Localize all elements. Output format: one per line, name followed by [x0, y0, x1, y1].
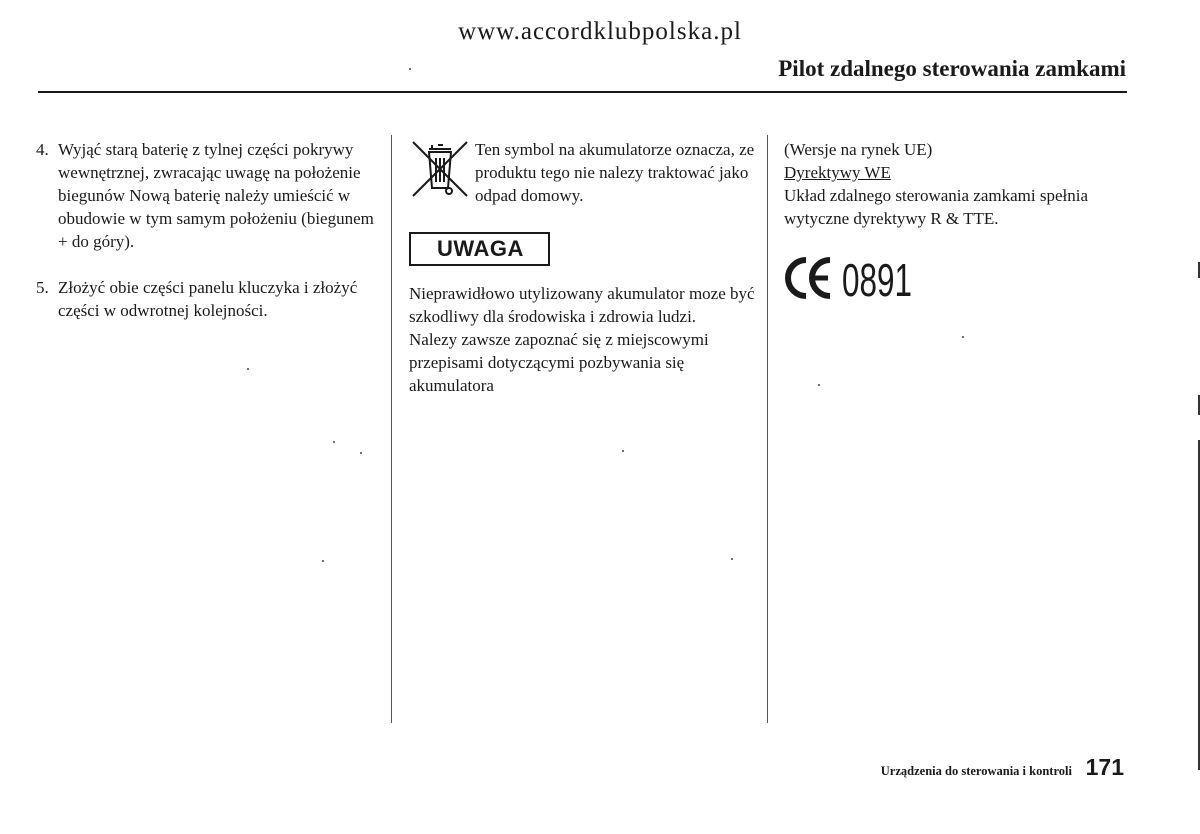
disposal-symbol-text: Ten symbol na akumulatorze oznacza, ze produktu tego nie nalezy traktować jako odpad domowy. [475, 140, 755, 205]
step-number: 4. [36, 140, 49, 159]
footer-section-name: Urządzenia do sterowania i kontroli [880, 764, 1072, 778]
scan-speck [962, 336, 964, 338]
site-url: www.accordklubpolska.pl [458, 18, 742, 45]
header-rule [38, 91, 1127, 93]
disposal-column [409, 138, 759, 397]
scan-speck [818, 384, 820, 386]
market-note: (Wersje na rynek UE) [784, 140, 933, 159]
scan-speck [731, 558, 733, 560]
scan-speck [333, 441, 335, 443]
step-number: 5. [36, 278, 49, 297]
step-item [36, 276, 386, 322]
ce-number: 0891 [842, 254, 912, 306]
directive-heading: Dyrektywy WE [784, 163, 891, 182]
step-text: Wyjąć starą baterię z tylnej części pokrywy wewnętrznej, zwracając uwagę na położenie biegunów Nową baterię należy umieścić w obudowie w tym samym położeniu (biegunem + do góry). [58, 140, 374, 251]
ce-mark-icon [784, 250, 934, 306]
section-title: Pilot zdalnego sterowania zamkami [778, 56, 1126, 81]
scan-speck [322, 560, 324, 562]
column-divider-right [767, 135, 768, 723]
disposal-symbol-row [409, 138, 759, 207]
compliance-column [784, 138, 1134, 312]
column-divider-left [391, 135, 392, 723]
scan-speck [409, 68, 411, 70]
crossed-out-wheelie-bin-icon [409, 138, 471, 200]
step-item [36, 138, 386, 253]
warning-paragraph: Nalezy zawsze zapoznać się z miejscowymi przepisami dotyczącymi pozbywania się akumulatora [409, 330, 709, 395]
warning-label: UWAGA [409, 232, 550, 266]
scan-speck [247, 368, 249, 370]
compliance-text: Układ zdalnego sterowania zamkami spełnia wytyczne dyrektywy R & TTE. [784, 186, 1088, 228]
scan-speck [622, 450, 624, 452]
scan-speck [360, 452, 362, 454]
page-number: 171 [1085, 754, 1124, 780]
instructions-column [36, 138, 386, 345]
warning-paragraph: Nieprawidłowo utylizowany akumulator moze być szkodliwy dla środowiska i zdrowia ludzi. [409, 284, 755, 326]
step-text: Złożyć obie części panelu kluczyka i złożyć części w odwrotnej kolejności. [58, 278, 358, 320]
